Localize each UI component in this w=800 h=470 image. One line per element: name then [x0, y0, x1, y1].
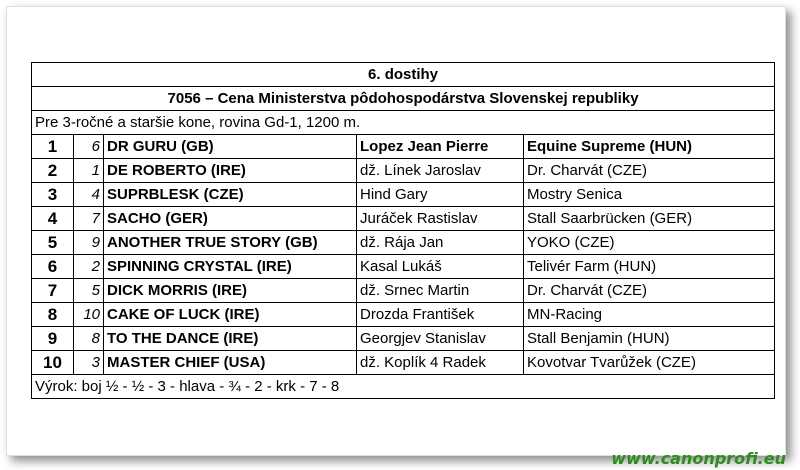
race-name: 7056 – Cena Ministerstva pôdohospodárstva Slovenskej republiky	[32, 87, 775, 111]
watermark: www.canonprofi.eu	[611, 449, 786, 468]
document-sheet	[6, 6, 786, 456]
race-conditions: Pre 3-ročné a staršie kone, rovina Gd-1, 1200 m.	[32, 111, 775, 135]
result-number: 8	[74, 327, 104, 351]
result-horse: SACHO (GER)	[104, 207, 357, 231]
result-number: 2	[74, 255, 104, 279]
result-owner: Equine Supreme (HUN)	[524, 135, 775, 159]
result-jockey: Georgjev Stanislav	[357, 327, 524, 351]
result-jockey: dž. Línek Jaroslav	[357, 159, 524, 183]
result-horse: CAKE OF LUCK (IRE)	[104, 303, 357, 327]
race-verdict: Výrok: boj ½ - ½ - 3 - hlava - ¾ - 2 - krk - 7 - 8	[32, 375, 775, 399]
race-name-row	[32, 87, 775, 111]
result-jockey: Kasal Lukáš	[357, 255, 524, 279]
result-number: 1	[74, 159, 104, 183]
result-row	[32, 231, 775, 255]
result-horse: ANOTHER TRUE STORY (GB)	[104, 231, 357, 255]
result-row	[32, 255, 775, 279]
result-place: 10	[32, 351, 74, 375]
result-row	[32, 135, 775, 159]
result-place: 3	[32, 183, 74, 207]
result-place: 6	[32, 255, 74, 279]
result-place: 5	[32, 231, 74, 255]
verdict-row	[32, 375, 775, 399]
result-horse: TO THE DANCE (IRE)	[104, 327, 357, 351]
result-row	[32, 327, 775, 351]
result-owner: Dr. Charvát (CZE)	[524, 159, 775, 183]
result-row	[32, 183, 775, 207]
result-number: 10	[74, 303, 104, 327]
result-owner: Kovotvar Tvarůžek (CZE)	[524, 351, 775, 375]
result-owner: MN-Racing	[524, 303, 775, 327]
result-place: 9	[32, 327, 74, 351]
result-place: 7	[32, 279, 74, 303]
result-row	[32, 279, 775, 303]
result-horse: SUPRBLESK (CZE)	[104, 183, 357, 207]
result-horse: SPINNING CRYSTAL (IRE)	[104, 255, 357, 279]
result-jockey: dž. Rája Jan	[357, 231, 524, 255]
result-number: 9	[74, 231, 104, 255]
result-jockey: Hind Gary	[357, 183, 524, 207]
result-number: 5	[74, 279, 104, 303]
result-owner: Mostry Senica	[524, 183, 775, 207]
result-owner: YOKO (CZE)	[524, 231, 775, 255]
result-row	[32, 303, 775, 327]
result-jockey: dž. Koplík 4 Radek	[357, 351, 524, 375]
result-place: 8	[32, 303, 74, 327]
race-title-row	[32, 63, 775, 87]
result-number: 4	[74, 183, 104, 207]
result-row	[32, 207, 775, 231]
result-place: 4	[32, 207, 74, 231]
result-place: 1	[32, 135, 74, 159]
result-row	[32, 351, 775, 375]
result-horse: DICK MORRIS (IRE)	[104, 279, 357, 303]
race-title: 6. dostihy	[32, 63, 775, 87]
result-owner: Stall Benjamin (HUN)	[524, 327, 775, 351]
result-owner: Stall Saarbrücken (GER)	[524, 207, 775, 231]
result-number: 3	[74, 351, 104, 375]
result-owner: Telivér Farm (HUN)	[524, 255, 775, 279]
result-row	[32, 159, 775, 183]
result-jockey: Juráček Rastislav	[357, 207, 524, 231]
result-jockey: dž. Srnec Martin	[357, 279, 524, 303]
result-jockey: Lopez Jean Pierre	[357, 135, 524, 159]
result-horse: DE ROBERTO (IRE)	[104, 159, 357, 183]
result-number: 7	[74, 207, 104, 231]
result-horse: MASTER CHIEF (USA)	[104, 351, 357, 375]
results-table	[31, 62, 775, 399]
result-horse: DR GURU (GB)	[104, 135, 357, 159]
race-conditions-row	[32, 111, 775, 135]
result-jockey: Drozda František	[357, 303, 524, 327]
result-place: 2	[32, 159, 74, 183]
result-number: 6	[74, 135, 104, 159]
result-owner: Dr. Charvát (CZE)	[524, 279, 775, 303]
